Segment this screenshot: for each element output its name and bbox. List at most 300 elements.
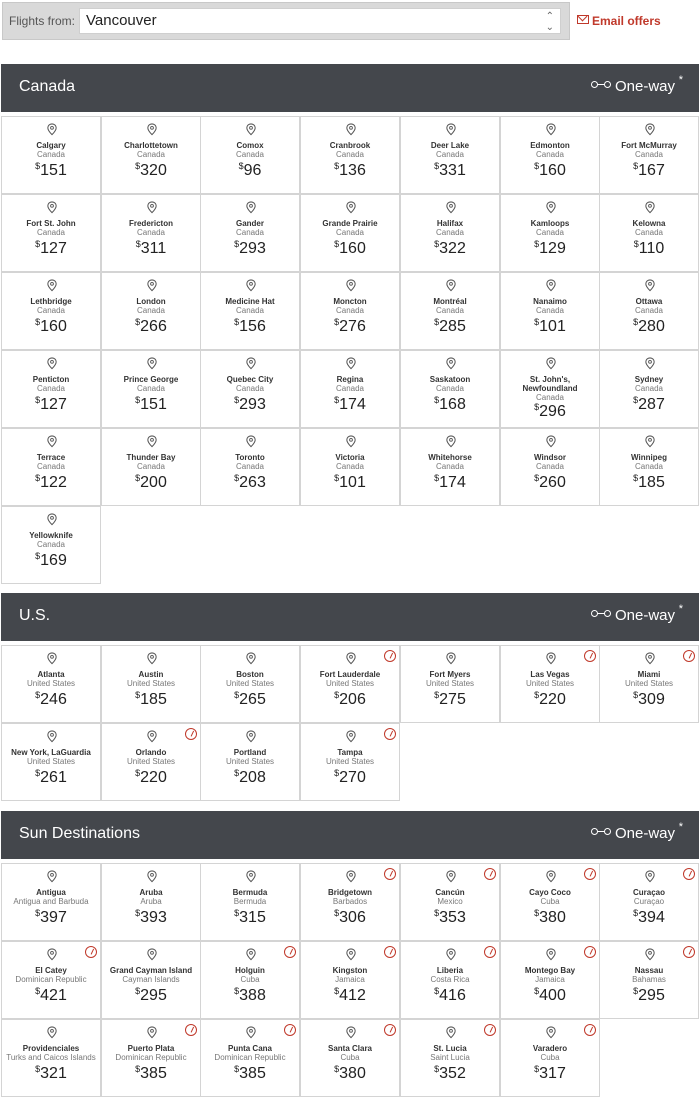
destination-card[interactable] [300, 941, 400, 1019]
map-pin-icon [644, 279, 656, 292]
destination-city: Varadero [532, 1044, 568, 1053]
currency-symbol: $ [633, 395, 639, 405]
map-pin-icon [146, 870, 158, 883]
destination-country: Canada [335, 150, 365, 159]
map-pin-icon [46, 1026, 58, 1039]
destination-card[interactable] [1, 428, 101, 506]
destination-country: Canada [535, 150, 565, 159]
destination-price [301, 986, 399, 1005]
destination-card[interactable] [500, 645, 600, 723]
price-value: 167 [638, 162, 665, 179]
destination-price [201, 908, 299, 927]
currency-symbol: $ [135, 908, 141, 918]
destination-price [600, 473, 698, 492]
map-pin-icon [46, 652, 58, 665]
destination-card[interactable] [200, 116, 300, 194]
map-pin-icon [345, 201, 357, 214]
destination-price [201, 395, 299, 414]
destination-price [102, 161, 200, 180]
currency-symbol: $ [35, 690, 41, 700]
map-pin-icon [445, 435, 457, 448]
destination-price [201, 239, 299, 258]
destination-city: Santa Clara [327, 1044, 373, 1053]
price-value: 393 [140, 909, 167, 926]
destination-city: Prince George [123, 375, 179, 384]
destination-card[interactable] [200, 863, 300, 941]
destination-country: United States [325, 757, 375, 766]
price-value: 156 [239, 318, 266, 335]
price-value: 263 [239, 474, 266, 491]
destination-country: Canada [634, 384, 664, 393]
price-value: 169 [40, 552, 67, 569]
currency-symbol: $ [434, 473, 440, 483]
destination-city: Cranbrook [329, 141, 371, 150]
destination-city: London [136, 297, 166, 306]
map-pin-icon [245, 652, 257, 665]
destination-country: United States [126, 679, 176, 688]
destination-city: Nanaimo [533, 297, 567, 306]
destination-city: Portland [233, 748, 267, 757]
destination-price [301, 690, 399, 709]
destination-city: Cayo Coco [529, 888, 571, 897]
destination-card[interactable] [400, 272, 500, 350]
destination-city: Tampa [337, 748, 363, 757]
destination-card[interactable] [300, 350, 400, 428]
currency-symbol: $ [35, 317, 41, 327]
map-pin-icon [46, 201, 58, 214]
destination-card[interactable] [500, 1019, 600, 1097]
destination-card[interactable] [200, 350, 300, 428]
sun-destination-icon [584, 650, 596, 662]
price-value: 285 [439, 318, 466, 335]
destination-country: United States [624, 679, 674, 688]
destination-city: Deer Lake [430, 141, 470, 150]
destination-price [401, 395, 499, 414]
one-way-label [591, 821, 683, 842]
asterisk: * [678, 821, 683, 833]
route-icon [591, 80, 611, 90]
price-value: 385 [140, 1065, 167, 1082]
destination-card[interactable] [200, 645, 300, 723]
price-value: 174 [339, 396, 366, 413]
map-pin-icon [146, 1026, 158, 1039]
destination-grid [1, 859, 699, 1093]
destination-price [501, 986, 599, 1005]
destination-card[interactable] [1, 350, 101, 428]
destination-card[interactable] [101, 941, 201, 1019]
currency-symbol: $ [534, 161, 540, 171]
destination-card[interactable] [300, 194, 400, 272]
destination-city: Fort St. John [26, 219, 76, 228]
destination-card[interactable] [101, 116, 201, 194]
destination-card[interactable] [200, 1019, 300, 1097]
destination-city: Fort Myers [429, 670, 471, 679]
destination-city: Liberia [436, 966, 464, 975]
sun-destination-icon [683, 868, 695, 880]
currency-symbol: $ [234, 317, 240, 327]
price-value: 400 [539, 987, 566, 1004]
destination-price [2, 239, 100, 258]
currency-symbol: $ [35, 551, 41, 561]
price-value: 261 [40, 769, 67, 786]
destination-card[interactable] [599, 645, 699, 723]
destination-card[interactable] [500, 350, 600, 428]
map-pin-icon [46, 123, 58, 136]
map-pin-icon [46, 870, 58, 883]
map-pin-icon [345, 123, 357, 136]
destination-country: Canada [335, 306, 365, 315]
currency-symbol: $ [534, 908, 540, 918]
destination-city: Curaçao [632, 888, 665, 897]
search-bar [0, 0, 700, 44]
destination-price [2, 551, 100, 570]
sun-destination-icon [384, 868, 396, 880]
currency-symbol: $ [633, 161, 639, 171]
map-pin-icon [245, 201, 257, 214]
one-way-text: One-way [614, 825, 675, 842]
map-pin-icon [345, 279, 357, 292]
destination-city: Gander [235, 219, 264, 228]
destination-card[interactable] [1, 116, 101, 194]
currency-symbol: $ [434, 1064, 440, 1074]
destination-country: Canada [136, 462, 166, 471]
currency-symbol: $ [334, 473, 340, 483]
map-pin-icon [146, 279, 158, 292]
destination-card[interactable] [599, 272, 699, 350]
sun-destination-icon [683, 946, 695, 958]
currency-symbol: $ [238, 161, 244, 171]
destination-card[interactable] [400, 941, 500, 1019]
destination-country: Barbados [332, 897, 368, 906]
destination-card[interactable] [400, 194, 500, 272]
currency-symbol: $ [633, 908, 639, 918]
price-value: 96 [243, 162, 262, 179]
price-value: 280 [638, 318, 665, 335]
destination-card[interactable] [1, 645, 101, 723]
destination-card[interactable] [101, 723, 201, 801]
destination-country: United States [225, 679, 275, 688]
price-value: 315 [239, 909, 266, 926]
map-pin-icon [46, 730, 58, 743]
destination-card[interactable] [400, 350, 500, 428]
destination-city: Montego Bay [524, 966, 576, 975]
destination-card[interactable] [1, 863, 101, 941]
destination-country: Bermuda [233, 897, 267, 906]
asterisk: * [678, 74, 683, 86]
price-value: 127 [40, 240, 67, 257]
destination-card[interactable] [300, 863, 400, 941]
map-pin-icon [644, 357, 656, 370]
destination-city: Winnipeg [631, 453, 667, 462]
destination-card[interactable] [500, 272, 600, 350]
destination-country: Canada [235, 384, 265, 393]
destination-card[interactable] [400, 863, 500, 941]
price-value: 151 [40, 162, 67, 179]
destination-card[interactable] [300, 645, 400, 723]
map-pin-icon [445, 357, 457, 370]
destination-card[interactable] [1, 1019, 101, 1097]
currency-symbol: $ [234, 908, 240, 918]
map-pin-icon [545, 123, 557, 136]
destination-price [201, 161, 299, 180]
destination-city: Las Vegas [530, 670, 570, 679]
destination-city: St. Lucia [433, 1044, 467, 1053]
map-pin-icon [146, 357, 158, 370]
destination-card[interactable] [1, 941, 101, 1019]
destination-country: Canada [235, 228, 265, 237]
currency-symbol: $ [434, 317, 440, 327]
destination-card[interactable] [599, 941, 699, 1019]
map-pin-icon [545, 1026, 557, 1039]
destination-country: Saint Lucia [430, 1053, 470, 1062]
destination-card[interactable] [200, 723, 300, 801]
map-pin-icon [345, 948, 357, 961]
map-pin-icon [445, 1026, 457, 1039]
destination-card[interactable] [200, 272, 300, 350]
destination-price [401, 317, 499, 336]
destination-city: Windsor [534, 453, 566, 462]
destination-card[interactable] [1, 723, 101, 801]
destination-card[interactable] [101, 350, 201, 428]
sun-destination-icon [384, 1024, 396, 1036]
destination-country: Canada [235, 306, 265, 315]
currency-symbol: $ [534, 402, 540, 412]
destination-card[interactable] [200, 194, 300, 272]
destination-card[interactable] [500, 941, 600, 1019]
destination-price [600, 395, 698, 414]
destination-country: Canada [136, 306, 166, 315]
destination-card[interactable] [500, 194, 600, 272]
destination-card[interactable] [599, 350, 699, 428]
price-value: 174 [439, 474, 466, 491]
destination-country: Canada [36, 540, 66, 549]
destination-country: Antigua and Barbuda [13, 897, 89, 906]
currency-symbol: $ [35, 1064, 41, 1074]
destination-city: Montréal [433, 297, 467, 306]
destination-price [2, 1064, 100, 1083]
destination-card[interactable] [300, 1019, 400, 1097]
price-value: 380 [339, 1065, 366, 1082]
currency-symbol: $ [633, 473, 639, 483]
section-header [1, 811, 699, 859]
currency-symbol: $ [334, 986, 340, 996]
route-icon [591, 609, 611, 619]
destination-country: Bahamas [632, 975, 666, 984]
destination-card[interactable] [101, 194, 201, 272]
destination-card[interactable] [101, 863, 201, 941]
destination-city: Miami [637, 670, 661, 679]
currency-symbol: $ [434, 239, 440, 249]
destination-card[interactable] [599, 428, 699, 506]
currency-symbol: $ [534, 1064, 540, 1074]
destination-price [201, 473, 299, 492]
destination-card[interactable] [1, 194, 101, 272]
destination-card[interactable] [300, 272, 400, 350]
map-pin-icon [445, 201, 457, 214]
destination-card[interactable] [1, 506, 101, 584]
price-value: 412 [339, 987, 366, 1004]
destination-card[interactable] [200, 428, 300, 506]
destination-card[interactable] [300, 116, 400, 194]
destination-city: Kingston [332, 966, 368, 975]
destination-country: Aruba [140, 897, 162, 906]
destination-card[interactable] [599, 863, 699, 941]
currency-symbol: $ [135, 317, 141, 327]
price-value: 265 [239, 691, 266, 708]
destination-card[interactable] [300, 723, 400, 801]
destination-card[interactable] [400, 645, 500, 723]
destination-card[interactable] [500, 428, 600, 506]
destination-country: Canada [535, 306, 565, 315]
destination-country: United States [325, 679, 375, 688]
destination-city: Grande Prairie [322, 219, 378, 228]
currency-symbol: $ [434, 908, 440, 918]
flights-from-label: Flights from: [9, 14, 76, 28]
destination-country: Canada [235, 150, 265, 159]
currency-symbol: $ [434, 395, 440, 405]
destination-country: Canada [634, 462, 664, 471]
map-pin-icon [245, 870, 257, 883]
sun-destination-icon [384, 728, 396, 740]
price-value: 220 [539, 691, 566, 708]
destination-price [301, 908, 399, 927]
map-pin-icon [46, 357, 58, 370]
destination-card[interactable] [101, 428, 201, 506]
destination-city: Thunder Bay [126, 453, 176, 462]
destination-city: New York, LaGuardia [11, 748, 91, 757]
destination-country: Curaçao [633, 897, 665, 906]
map-pin-icon [146, 730, 158, 743]
destination-card[interactable] [400, 1019, 500, 1097]
destination-card[interactable] [500, 863, 600, 941]
destination-city: Kamloops [530, 219, 570, 228]
destination-country: Canada [535, 462, 565, 471]
destination-price [501, 1064, 599, 1083]
map-pin-icon [146, 123, 158, 136]
currency-symbol: $ [334, 908, 340, 918]
destination-country: Turks and Caicos Islands [6, 1053, 96, 1062]
sun-destination-icon [584, 868, 596, 880]
map-pin-icon [545, 435, 557, 448]
section-title: Canada [19, 78, 76, 95]
destination-price [201, 986, 299, 1005]
destination-card[interactable] [500, 116, 600, 194]
map-pin-icon [245, 279, 257, 292]
destination-card[interactable] [101, 272, 201, 350]
currency-symbol: $ [534, 986, 540, 996]
destination-card[interactable] [400, 428, 500, 506]
destination-card[interactable] [300, 428, 400, 506]
destination-country: United States [225, 757, 275, 766]
currency-symbol: $ [135, 690, 141, 700]
price-value: 101 [339, 474, 366, 491]
destination-price [501, 402, 599, 421]
destination-city: St. John's, Newfoundland [522, 375, 578, 393]
currency-symbol: $ [234, 986, 240, 996]
section-title: U.S. [19, 607, 51, 624]
section-0 [1, 64, 699, 580]
price-value: 293 [239, 240, 266, 257]
destination-card[interactable] [1, 272, 101, 350]
destination-price [102, 317, 200, 336]
map-pin-icon [545, 279, 557, 292]
destination-city: Halifax [436, 219, 464, 228]
destination-country: Canada [136, 384, 166, 393]
destination-price [2, 908, 100, 927]
destination-card[interactable] [599, 194, 699, 272]
price-value: 321 [40, 1065, 67, 1082]
map-pin-icon [545, 201, 557, 214]
price-value: 353 [439, 909, 466, 926]
destination-card[interactable] [101, 1019, 201, 1097]
destination-city: Bridgetown [328, 888, 372, 897]
flights-from-box [2, 2, 570, 40]
currency-symbol: $ [334, 768, 340, 778]
destination-city: Cancún [435, 888, 465, 897]
destination-price [600, 986, 698, 1005]
destination-card[interactable] [101, 645, 201, 723]
destination-price [102, 986, 200, 1005]
price-value: 394 [638, 909, 665, 926]
email-offers-link[interactable] [577, 14, 661, 28]
destination-card[interactable] [200, 941, 300, 1019]
currency-symbol: $ [334, 161, 340, 171]
price-value: 287 [638, 396, 665, 413]
destination-city: Sydney [634, 375, 664, 384]
destination-city: Kelowna [632, 219, 666, 228]
currency-symbol: $ [135, 395, 141, 405]
origin-select[interactable] [79, 8, 561, 34]
sun-destination-icon [185, 1024, 197, 1036]
currency-symbol: $ [633, 317, 639, 327]
price-value: 317 [539, 1065, 566, 1082]
price-value: 276 [339, 318, 366, 335]
sun-destination-icon [484, 1024, 496, 1036]
destination-city: Comox [236, 141, 264, 150]
destination-city: Whitehorse [428, 453, 472, 462]
currency-symbol: $ [633, 239, 639, 249]
currency-symbol: $ [334, 239, 340, 249]
destination-city: Medicine Hat [225, 297, 275, 306]
price-value: 206 [339, 691, 366, 708]
destination-price [401, 908, 499, 927]
destination-price [401, 161, 499, 180]
destination-city: Quebec City [226, 375, 274, 384]
destination-price [501, 239, 599, 258]
destination-country: United States [525, 679, 575, 688]
destination-country: Canada [36, 150, 66, 159]
destination-country: Costa Rica [430, 975, 470, 984]
map-pin-icon [146, 435, 158, 448]
destination-card[interactable] [599, 116, 699, 194]
price-value: 311 [140, 240, 167, 257]
destination-price [301, 473, 399, 492]
destination-price [301, 239, 399, 258]
destination-country: Canada [435, 462, 465, 471]
destination-price [501, 161, 599, 180]
destination-city: Atlanta [37, 670, 65, 679]
origin-value: Vancouver [86, 12, 157, 29]
destination-city: Fredericton [128, 219, 173, 228]
destination-card[interactable] [400, 116, 500, 194]
destination-city: El Catey [35, 966, 67, 975]
currency-symbol: $ [135, 986, 141, 996]
price-value: 160 [339, 240, 366, 257]
route-icon [591, 827, 611, 837]
price-value: 352 [439, 1065, 466, 1082]
destination-price [102, 1064, 200, 1083]
destination-city: Puerto Plata [127, 1044, 175, 1053]
